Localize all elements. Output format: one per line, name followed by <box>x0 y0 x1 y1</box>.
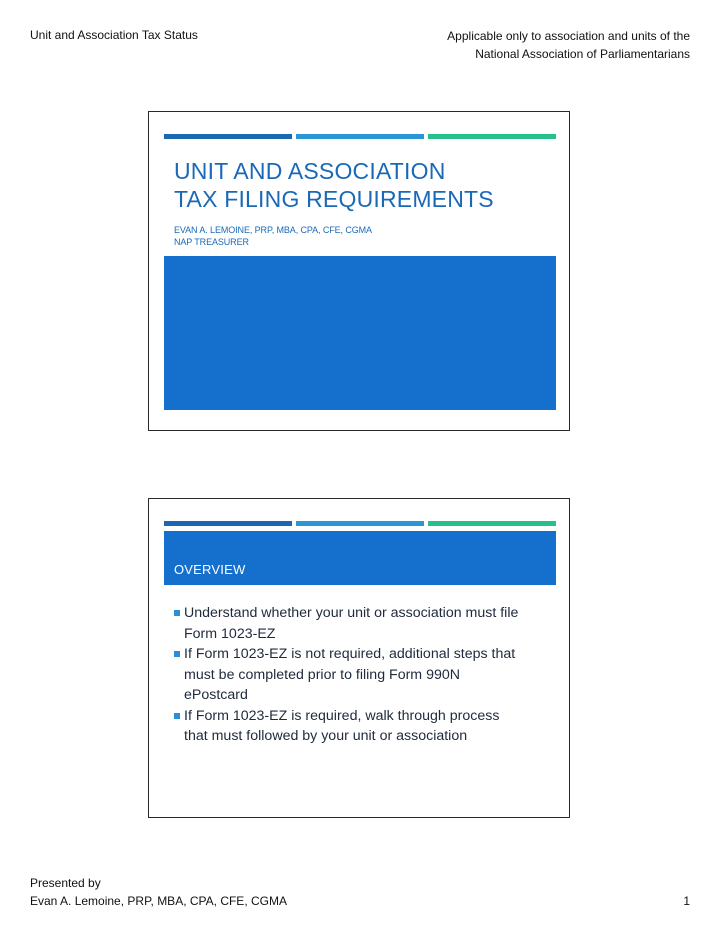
bullet-text <box>184 644 554 706</box>
bullet-item <box>174 706 554 747</box>
slide-2-header-band <box>164 531 556 585</box>
bullet-line: If Form 1023-EZ is not required, additional steps that <box>184 646 516 662</box>
accent-bar-dark-blue <box>164 134 292 139</box>
page-header-right <box>447 27 690 63</box>
accent-bars <box>164 521 556 526</box>
slide-2-thumbnail <box>148 498 570 818</box>
bullet-line: If Form 1023-EZ is required, walk through process <box>184 707 500 724</box>
slide-1-subtitle-line-1: EVAN A. LEMOINE, PRP, MBA, CPA, CFE, CGMA <box>174 225 372 235</box>
bullet-line: must be completed prior to filing Form 990N <box>184 666 460 683</box>
bullet-item <box>174 603 554 644</box>
bullet-line: Understand whether your unit or association must file <box>184 605 519 621</box>
slide-2-header-title: OVERVIEW <box>174 562 246 577</box>
page-footer-left <box>30 874 287 910</box>
square-bullet-icon <box>174 610 180 616</box>
bullet-list <box>174 603 554 747</box>
slide-1-blue-block <box>164 256 556 410</box>
accent-bar-green <box>428 134 556 139</box>
page-number: 1 <box>683 894 690 908</box>
bullet-text <box>184 603 554 644</box>
slide-1-title-line-1: UNIT AND ASSOCIATION <box>174 158 446 184</box>
accent-bar-light-blue <box>296 134 424 139</box>
accent-bar-light-blue <box>296 521 424 526</box>
bullet-line: that must followed by your unit or association <box>184 728 468 744</box>
page-header-right-line-2: National Association of Parliamentarians <box>475 47 690 61</box>
bullet-text <box>184 706 554 747</box>
slide-1-subtitle <box>174 224 372 248</box>
page-header-right-line-1: Applicable only to association and units of the <box>447 29 690 43</box>
bullet-line: Form 1023-EZ <box>184 625 276 642</box>
presented-by-label: Presented by <box>30 876 101 890</box>
accent-bars <box>164 134 556 139</box>
accent-bar-green <box>428 521 556 526</box>
slide-1-thumbnail <box>148 111 570 431</box>
slide-1-subtitle-line-2: NAP TREASURER <box>174 237 249 247</box>
bullet-line: ePostcard <box>184 687 248 703</box>
slide-1-title-line-2: TAX FILING REQUIREMENTS <box>174 186 494 212</box>
square-bullet-icon <box>174 651 180 657</box>
square-bullet-icon <box>174 713 180 719</box>
slide-1-title <box>174 157 554 213</box>
bullet-item <box>174 644 554 706</box>
accent-bar-dark-blue <box>164 521 292 526</box>
page-header-left: Unit and Association Tax Status <box>30 28 198 42</box>
presenter-name: Evan A. Lemoine, PRP, MBA, CPA, CFE, CGMA <box>30 894 287 908</box>
